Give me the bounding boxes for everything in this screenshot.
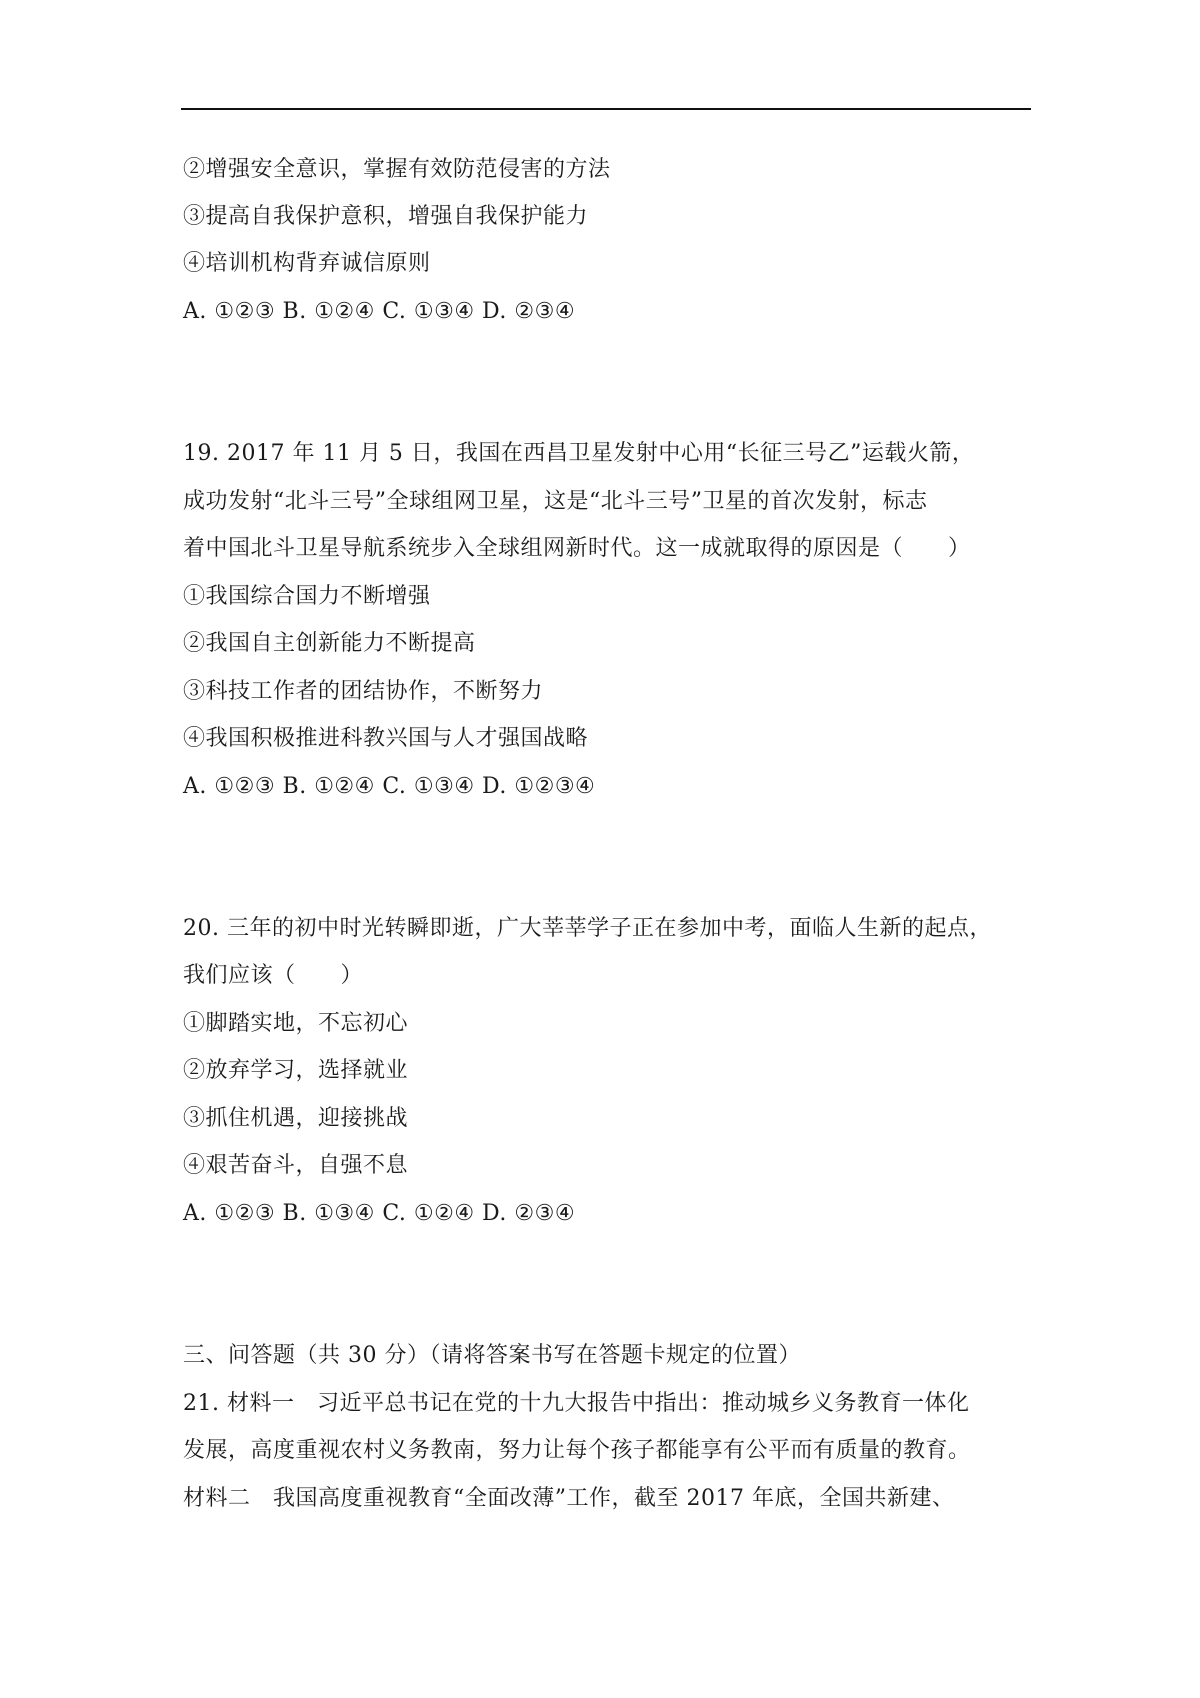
q21-line-1: 21. 材料一 习近平总书记在党的十九大报告中指出：推动城乡义务教育一体化: [183, 1391, 970, 1416]
q19-option-3: ③科技工作者的团结协作，不断努力: [183, 679, 544, 704]
q20-option-3: ③抓住机遇，迎接挑战: [183, 1106, 409, 1131]
q20-option-1: ①脚踏实地，不忘初心: [183, 1011, 409, 1036]
q19-stem-line-1: 19. 2017 年 11 月 5 日，我国在西昌卫星发射中心用“长征三号乙”运载火箭，: [183, 441, 975, 466]
q19-option-4: ④我国积极推进科教兴国与人才强国战略: [183, 726, 589, 751]
q21-line-2: 发展，高度重视农村义务教南，努力让每个孩子都能享有公平而有质量的教育。: [183, 1438, 971, 1463]
q19-stem-line-2: 成功发射“北斗三号”全球组网卫星，这是“北斗三号”卫星的首次发射，标志: [183, 489, 928, 514]
q20-option-4: ④艰苦奋斗，自强不息: [183, 1153, 409, 1178]
header-rule: [181, 108, 1031, 110]
q18-option-2: ②增强安全意识，掌握有效防范侵害的方法: [183, 157, 611, 182]
q19-stem-line-3: 着中国北斗卫星导航系统步入全球组网新时代。这一成就取得的原因是（ ）: [183, 536, 971, 561]
section-3-heading: 三、问答题（共 30 分）（请将答案书写在答题卡规定的位置）: [183, 1343, 801, 1368]
q21-line-3: 材料二 我国高度重视教育“全面改薄”工作，截至 2017 年底，全国共新建、: [183, 1486, 955, 1511]
q19-option-1: ①我国综合国力不断增强: [183, 584, 431, 609]
q18-option-4: ④培训机构背弃诚信原则: [183, 251, 431, 276]
q20-option-2: ②放弃学习，选择就业: [183, 1058, 409, 1083]
q19-option-2: ②我国自主创新能力不断提高: [183, 631, 476, 656]
q18-option-3: ③提高自我保护意积，增强自我保护能力: [183, 204, 589, 229]
q18-choices: A. ①②③ B. ①②④ C. ①③④ D. ②③④: [183, 299, 576, 324]
q20-stem-line-1: 20. 三年的初中时光转瞬即逝，广大莘莘学子正在参加中考，面临人生新的起点，: [183, 916, 992, 941]
q20-choices: A. ①②③ B. ①③④ C. ①②④ D. ②③④: [183, 1201, 576, 1226]
q20-stem-line-2: 我们应该（ ）: [183, 963, 364, 988]
q19-choices: A. ①②③ B. ①②④ C. ①③④ D. ①②③④: [183, 774, 596, 799]
